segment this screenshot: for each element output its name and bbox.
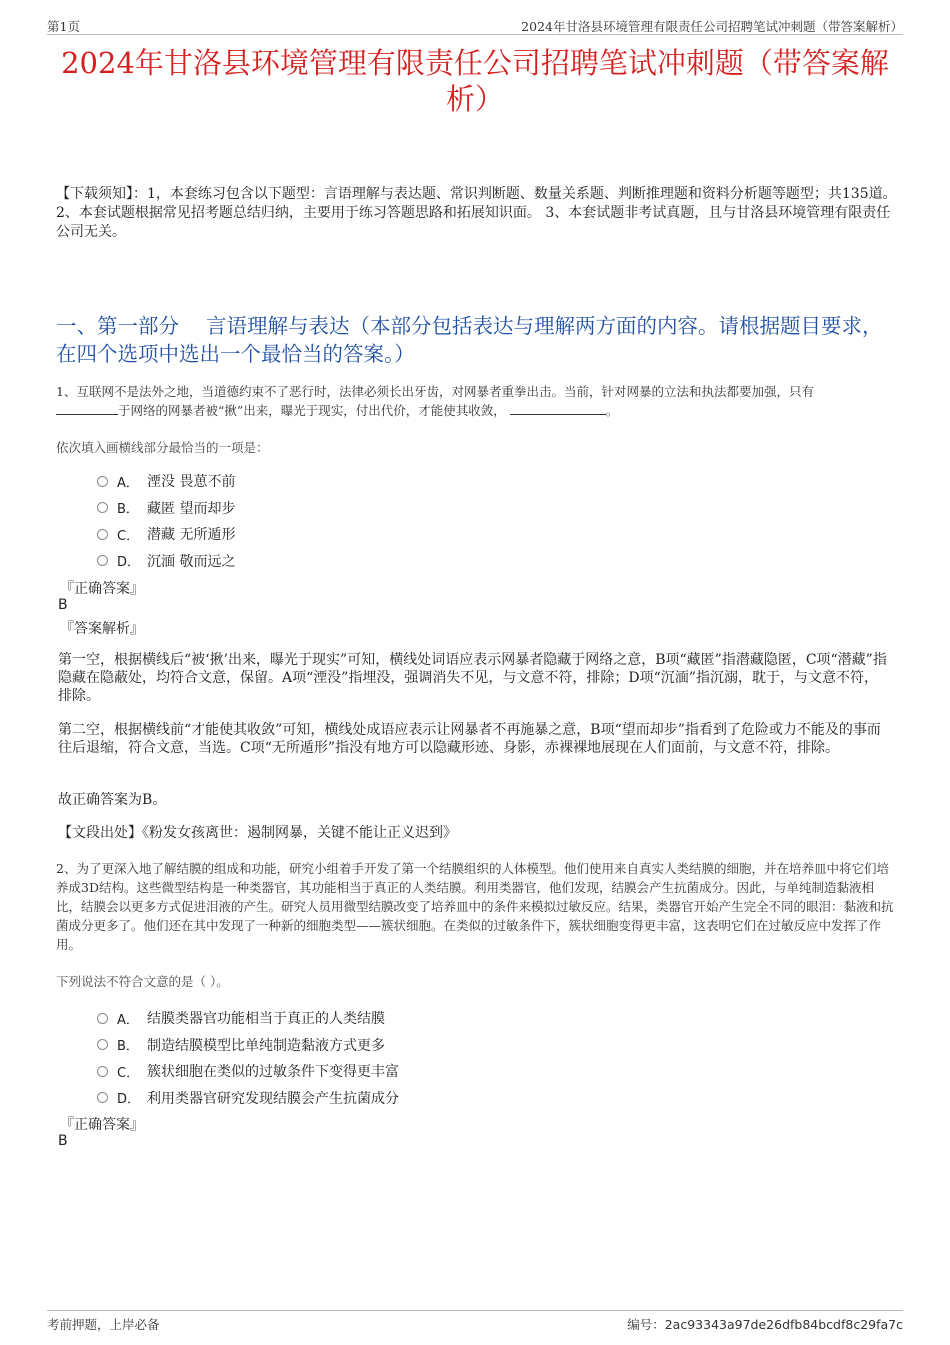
option-label: D． xyxy=(117,1092,141,1108)
option-label: B． xyxy=(117,1039,139,1055)
option-a[interactable] xyxy=(97,468,235,495)
option-label: A． xyxy=(117,475,139,491)
radio-icon[interactable] xyxy=(97,1039,108,1050)
question-1-text-part-b: 于网络的网暴者被“揪”出来，曝光于现实，付出代价，才能使其收敛， xyxy=(118,403,506,418)
question-2-text: 2、为了更深入地了解结膜的组成和功能，研究小组着手开发了第一个结膜组织的人体模型。他们使用来自真实人类结膜的细胞，并在培养皿中将它们培养成3D结构。这些微型结构是一种类器官，其功能相当于真正的人类结膜。利用类器官，他们发现，结膜会产生抗菌成分。因此，与单纯制造黏液相比，结膜会以更多方式促进泪液的产生。研究人员用微型结膜改变了培养皿中的条件来模拟过敏反应。结果，类器官开始产生完全不同的眼泪：黏液和抗菌成分更多了。他们还在其中发现了一种新的细胞类型——簇状细胞。在类似的过敏条件下，簇状细胞变得更丰富，这表明它们在过敏反应中发挥了作用。 xyxy=(56,861,894,952)
option-c[interactable] xyxy=(97,1058,399,1085)
question-1-prompt: 依次填入画横线部分最恰当的一项是： xyxy=(56,440,269,455)
analysis-paragraph-1: 第一空，根据横线后“被‘揪’出来，曝光于现实”可知，横线处词语应表示网暴者隐藏于网络之意，B项“藏匿”指潜藏隐匿，C项“潜藏”指隐藏在隐蔽处，均符合文意，保留。A项“湮没”指埋没，强调消失不见，与文意不符，排除；D项“沉湎”指沉溺，耽于，与文意不符，排除。 xyxy=(58,652,887,704)
page-header xyxy=(47,14,903,35)
radio-icon[interactable] xyxy=(97,502,108,513)
question-1-text xyxy=(56,382,898,420)
analysis-label: 『答案解析』 xyxy=(60,621,144,637)
radio-icon[interactable] xyxy=(97,1013,108,1024)
document-title: 2024年甘洛县环境管理有限责任公司招聘笔试冲刺题（带答案解析） xyxy=(61,46,889,116)
option-label: C． xyxy=(117,1065,140,1081)
option-text: 利用类器官研究发现结膜会产生抗菌成分 xyxy=(147,1090,399,1107)
footer-slogan: 考前押题，上岸必备 xyxy=(47,1317,160,1332)
option-a[interactable] xyxy=(97,1005,399,1032)
header-doc-title: 2024年甘洛县环境管理有限责任公司招聘笔试冲刺题（带答案解析） xyxy=(521,19,903,34)
footer-code-label: 编号： xyxy=(627,1317,665,1332)
correct-answer-value: B xyxy=(58,1133,68,1149)
option-text: 结膜类器官功能相当于真正的人类结膜 xyxy=(147,1011,385,1028)
footer-code-value: 2ac93343a97de26dfb84bcdf8c29fa7c xyxy=(664,1317,903,1332)
correct-answer-value: B xyxy=(58,597,68,613)
section-title: 一、第一部分 言语理解与表达（本部分包括表达与理解两方面的内容。请根据题目要求，在四个选项中选出一个最恰当的答案。） xyxy=(56,314,883,366)
option-text: 簇状细胞在类似的过敏条件下变得更丰富 xyxy=(147,1064,399,1081)
option-text: 沉湎 敬而远之 xyxy=(147,553,236,570)
footer-code xyxy=(627,1315,903,1333)
option-d[interactable] xyxy=(97,1085,399,1112)
radio-icon[interactable] xyxy=(97,476,108,487)
option-label: B． xyxy=(117,502,139,518)
analysis-conclusion: 故正确答案为B。 xyxy=(58,792,167,808)
option-b[interactable] xyxy=(97,1032,399,1059)
option-text: 制造结膜模型比单纯制造黏液方式更多 xyxy=(147,1037,385,1054)
radio-icon[interactable] xyxy=(97,555,108,566)
radio-icon[interactable] xyxy=(97,529,108,540)
option-b[interactable] xyxy=(97,495,235,522)
analysis-paragraph-2: 第二空，根据横线前“才能使其收敛”可知，横线处成语应表示让网暴者不再施暴之意，B项“望而却步”指看到了危险或力不能及的事而往后退缩，符合文意，当选。C项“无所遁形”指没有地方可以隐藏形迹、身影，赤裸裸地展现在人们面前，与文意不符，排除。 xyxy=(58,722,881,756)
correct-answer-label: 『正确答案』 xyxy=(60,1117,144,1133)
radio-icon[interactable] xyxy=(97,1092,108,1103)
option-label: C． xyxy=(117,528,140,544)
page-number: 第1页 xyxy=(47,19,80,34)
option-label: D． xyxy=(117,555,141,571)
answer-blank-1 xyxy=(56,402,118,415)
option-text: 湮没 畏葸不前 xyxy=(147,474,236,491)
correct-answer-label: 『正确答案』 xyxy=(60,581,144,597)
question-2-prompt: 下列说法不符合文意的是（ ）。 xyxy=(56,974,229,989)
option-text: 潜藏 无所遁形 xyxy=(147,527,236,544)
option-text: 藏匿 望而却步 xyxy=(147,500,236,517)
option-label: A． xyxy=(117,1012,139,1028)
answer-blank-2 xyxy=(510,402,606,415)
source-citation: 【文段出处】《粉发女孩离世：遏制网暴，关键不能让正义迟到》 xyxy=(58,825,457,841)
question-2-options xyxy=(97,1005,399,1111)
download-notice: 【下载须知】：1，本套练习包含以下题型：言语理解与表达题、常识判断题、数量关系题、判断推理题和资料分析题等题型；共135道。 2、本套试题根据常见招考题总结归纳，主要用于练习答题思路和拓展知识面。 3、本套试题非考试真题，且与甘洛县环境管理有限责任公司无关。 xyxy=(56,186,897,240)
option-c[interactable] xyxy=(97,521,235,548)
question-1-text-part-c: 。 xyxy=(605,403,619,418)
page-footer xyxy=(47,1310,903,1332)
radio-icon[interactable] xyxy=(97,1066,108,1077)
question-1-text-part-a: 1、互联网不是法外之地，当道德约束不了恶行时，法律必须长出牙齿，对网暴者重拳出击。当前，针对网暴的立法和执法都要加强，只有 xyxy=(56,384,814,399)
question-1-options xyxy=(97,468,235,574)
option-d[interactable] xyxy=(97,548,235,575)
